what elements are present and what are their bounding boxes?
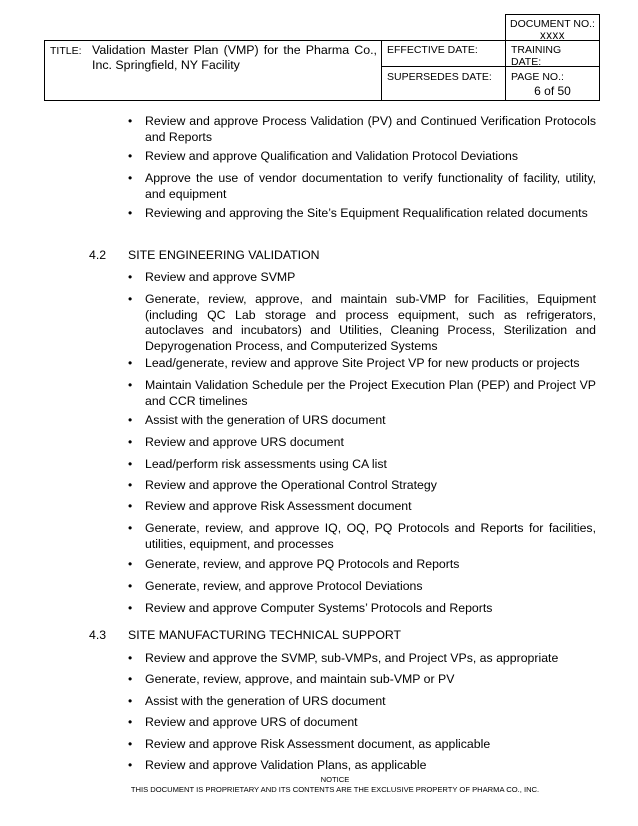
list-item: • Generate, review, and approve PQ Protocols and Reports [128, 557, 460, 571]
title-label: TITLE: [50, 45, 82, 57]
list-item: • Review and approve Process Validation (PV) and Continued Verification Protocols and Reports [128, 114, 596, 144]
bullet-icon: • [128, 114, 133, 128]
bullet-icon: • [128, 601, 133, 615]
list-item: • Generate, review, approve, and maintain sub-VMP for Facilities, Equipment (including QC Lab storage and process equipment, such as refrigerators, autoclaves and incubators) and Utilities, Cleaning Process, Sterilization and Depyrogenation Process, and Computerized Systems [128, 292, 596, 353]
list-item: • Review and approve URS document [128, 435, 344, 449]
list-item: • Review and approve SVMP [128, 270, 296, 284]
doc-number-cell [505, 14, 600, 41]
bullet-icon: • [128, 292, 133, 306]
doc-number-label: DOCUMENT NO.: [510, 18, 595, 30]
list-item: • Review and approve Qualification and Validation Protocol Deviations [128, 149, 518, 163]
document-title: Validation Master Plan (VMP) for the Pharma Co., Inc. Springfield, NY Facility [92, 43, 377, 72]
bullet-icon: • [128, 478, 133, 492]
list-item: • Review and approve Validation Plans, as applicable [128, 758, 427, 772]
bullet-icon: • [128, 694, 133, 708]
title-cell [44, 40, 382, 101]
bullet-icon: • [128, 499, 133, 513]
bullet-icon: • [128, 413, 133, 427]
supersedes-date-label: SUPERSEDES DATE: [387, 71, 492, 83]
section-title: SITE MANUFACTURING TECHNICAL SUPPORT [128, 628, 402, 642]
notice-text: THIS DOCUMENT IS PROPRIETARY AND ITS CONTENTS ARE THE EXCLUSIVE PROPERTY OF PHARMA CO., INC. [130, 785, 540, 794]
list-item: • Generate, review, and approve IQ, OQ, PQ Protocols and Reports for facilities, utilities, equipment, and processes [128, 521, 596, 551]
list-item: • Assist with the generation of URS document [128, 413, 386, 427]
list-item: • Review and approve Risk Assessment document, as applicable [128, 737, 491, 751]
list-item: • Review and approve Computer Systems’ Protocols and Reports [128, 601, 493, 615]
list-item: • Assist with the generation of URS document [128, 694, 386, 708]
bullet-icon: • [128, 435, 133, 449]
bullet-icon: • [128, 356, 133, 370]
training-date-cell [505, 40, 600, 67]
bullet-icon: • [128, 270, 133, 284]
bullet-icon: • [128, 557, 133, 571]
list-item: • Lead/generate, review and approve Site Project VP for new products or projects [128, 356, 580, 370]
list-item: • Review and approve the Operational Control Strategy [128, 478, 437, 492]
bullet-icon: • [128, 737, 133, 751]
section-number: 4.3 [89, 628, 107, 642]
list-item: • Generate, review, and approve Protocol Deviations [128, 579, 423, 593]
list-item: • Generate, review, approve, and maintain sub-VMP or PV [128, 672, 455, 686]
bullet-icon: • [128, 758, 133, 772]
bullet-icon: • [128, 672, 133, 686]
bullet-icon: • [128, 579, 133, 593]
notice-label: NOTICE [320, 775, 350, 784]
effective-date-cell [381, 40, 506, 67]
list-item: • Review and approve URS of document [128, 715, 358, 729]
training-date-label: TRAINING DATE: [511, 44, 562, 68]
effective-date-label: EFFECTIVE DATE: [387, 44, 478, 56]
bullet-icon: • [128, 171, 133, 185]
list-item: • Maintain Validation Schedule per the Project Execution Plan (PEP) and Project VP and CCR timelines [128, 378, 596, 408]
bullet-icon: • [128, 149, 133, 163]
section-number: 4.2 [89, 248, 107, 262]
list-item: • Review and approve the SVMP, sub-VMPs, and Project VPs, as appropriate [128, 651, 559, 665]
list-item: • Reviewing and approving the Site’s Equipment Requalification related documents [128, 206, 588, 220]
list-item: • Approve the use of vendor documentation to verify functionality of facility, utility, and equipment [128, 171, 596, 201]
list-item: • Review and approve Risk Assessment document [128, 499, 412, 513]
section-heading [89, 248, 589, 264]
document-header [44, 14, 600, 101]
page-footer [115, 775, 555, 795]
bullet-icon: • [128, 521, 133, 535]
bullet-icon: • [128, 715, 133, 729]
list-item: • Lead/perform risk assessments using CA list [128, 457, 387, 471]
bullet-icon: • [128, 651, 133, 665]
supersedes-date-cell [381, 66, 506, 101]
bullet-icon: • [128, 206, 133, 220]
bullet-icon: • [128, 457, 133, 471]
page-number-cell [505, 66, 600, 101]
page-number-value: 6 of 50 [534, 84, 571, 98]
section-title: SITE ENGINEERING VALIDATION [128, 248, 320, 262]
doc-number-value: xxxx [540, 30, 565, 42]
page-number-label: PAGE NO.: [511, 71, 564, 83]
section-heading [89, 628, 589, 644]
bullet-icon: • [128, 378, 133, 392]
